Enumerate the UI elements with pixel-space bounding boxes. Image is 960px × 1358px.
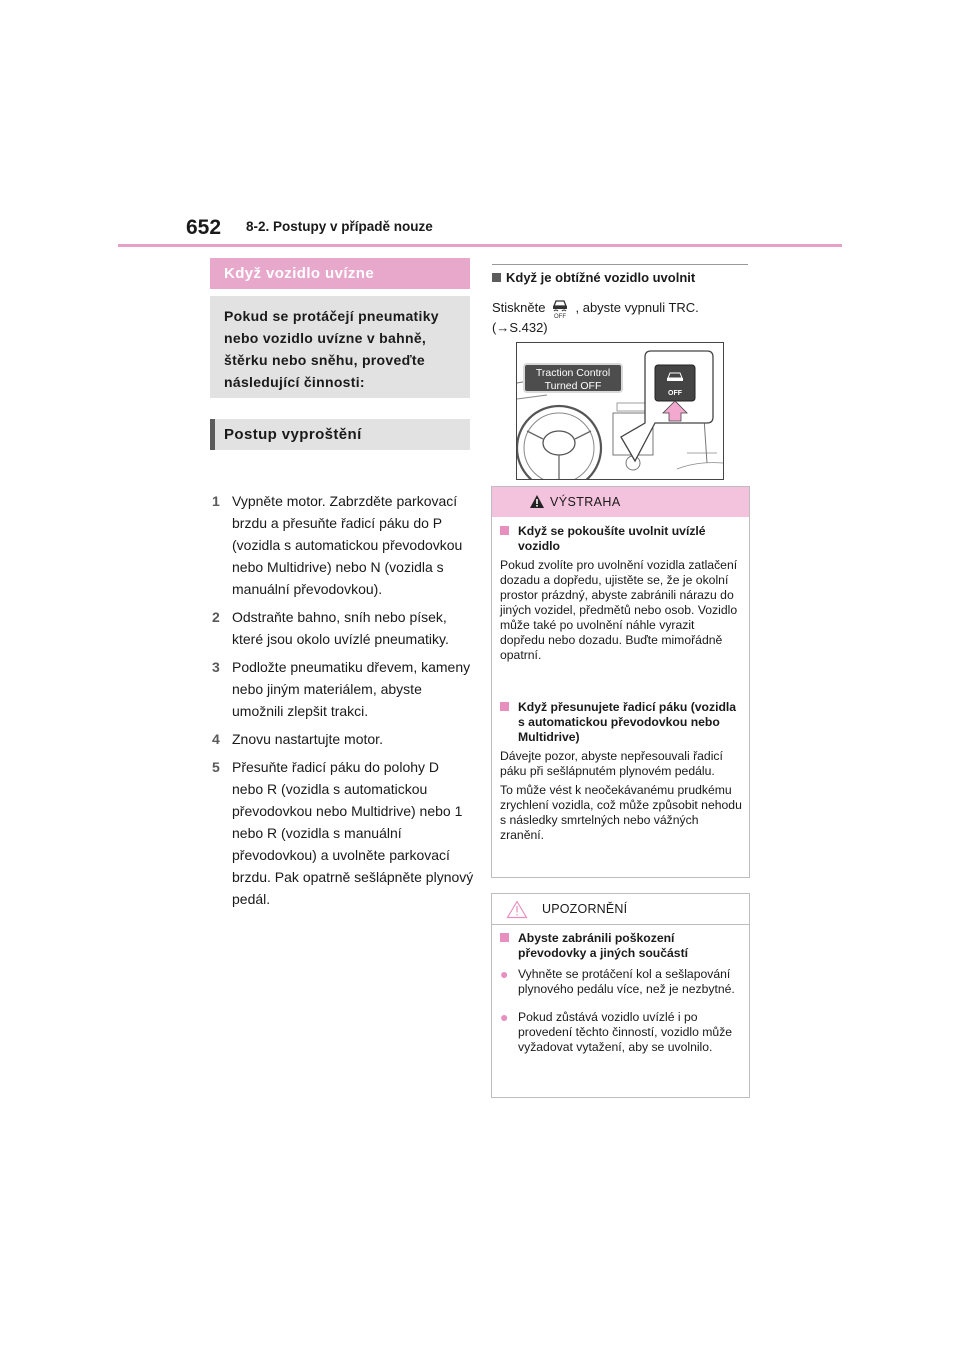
step-text: Vypněte motor. Zabrzděte parkovací brzdu a přesuňte řadicí páku do P (vozidla s automatickou převodovkou nebo Multidrive) nebo N (vozidla s manuální převodovkou).: [232, 493, 463, 597]
section-title: 8-2. Postupy v případě nouze: [246, 219, 433, 234]
step-text: Podložte pneumatiku dřevem, kameny nebo jiným materiálem, abyste umožnili zlepšit trakci.: [232, 659, 471, 719]
warning-item-title: Když se pokoušíte uvolnit uvízlé vozidlo: [500, 524, 742, 554]
warning-item: [500, 524, 742, 663]
steps-list: [212, 490, 474, 916]
notice-subtitle: Abyste zabránili poškození převodovky a jiných součástí: [500, 931, 742, 961]
trc-off-icon: [548, 297, 572, 319]
display-line-1: Traction Control: [535, 367, 611, 379]
dashboard-illustration: [516, 342, 724, 480]
main-heading: Když vozidlo uvízne: [210, 258, 470, 289]
display-line-2: Turned OFF: [544, 380, 602, 392]
instruction-text: [492, 297, 750, 336]
step-number: 4: [212, 731, 220, 747]
notice-content: [500, 931, 742, 1055]
subsection-rule: [492, 264, 748, 265]
warning-item: [500, 700, 742, 843]
notice-box: [491, 893, 750, 1098]
pink-square-bullet-icon: [500, 933, 509, 942]
instruction-ref: (→S.432): [492, 320, 548, 335]
step-text: Odstraňte bahno, sníh nebo písek, které jsou okolo uvízlé pneumatiky.: [232, 609, 449, 647]
subsection-heading-text: Když je obtížné vozidlo uvolnit: [506, 270, 696, 285]
warning-paragraph: Dávejte pozor, abyste nepřesouvali řadicí páku při sešlápnutém plynovém pedálu.: [500, 749, 723, 778]
pink-square-bullet-icon: [500, 702, 509, 711]
notice-title: UPOZORNĚNÍ: [542, 902, 628, 916]
pink-dot-bullet-icon: ●: [500, 1009, 509, 1025]
warning-header: [492, 487, 749, 517]
warning-title: VÝSTRAHA: [550, 495, 621, 509]
procedure-heading: Postup vyproštění: [210, 419, 470, 450]
step-number: 3: [212, 659, 220, 675]
step-item: [212, 606, 474, 650]
step-item: [212, 756, 474, 910]
step-item: [212, 728, 474, 750]
subsection-heading: [492, 270, 695, 285]
step-item: [212, 656, 474, 722]
notice-bullet: ● Pokud zůstává vozidlo uvízlé i po provedení těchto činností, vozidlo může vyžadovat vytažení, aby se uvolnilo.: [500, 1009, 733, 1054]
step-item: [212, 490, 474, 600]
page-number: 652: [186, 216, 222, 239]
warning-triangle-icon: [529, 494, 545, 509]
warning-box: [491, 486, 750, 878]
notice-bullet: ● Vyhněte se protáčení kol a sešlapování plynového pedálu více, než je nezbytné.: [500, 966, 735, 996]
step-number: 5: [212, 759, 220, 775]
off-button-text: OFF: [668, 390, 682, 397]
warning-paragraph: Pokud zvolíte pro uvolnění vozidla zatlačení dozadu a dopředu, ujistěte se, že je okolní prostor prázdný, abyste zabránili nárazu do jiných vozidel, předmětů nebo osob. Vozidlo může také po uvolnění náhle vyrazit dopředu nebo dozadu. Buďte mimořádně opatrní.: [500, 558, 738, 662]
header-rule: [118, 244, 842, 247]
warning-paragraph: To může vést k neočekávanému prudkému zrychlení vozidla, což může způsobit nehodu s následky smrtelných nebo vážných zranění.: [500, 783, 742, 842]
notice-header: [492, 894, 749, 925]
step-text: Přesuňte řadicí páku do polohy D nebo R (vozidla s automatickou převodovkou nebo Multidrive) nebo 1 nebo R (vozidla s manuální převodovkou) a uvolněte parkovací brzdu. Pak opatrně sešlápněte plynový pedál.: [232, 759, 474, 907]
instruction-before: Stiskněte: [492, 300, 546, 315]
traction-control-display: [523, 363, 623, 393]
step-number: 2: [212, 609, 220, 625]
step-text: Znovu nastartujte motor.: [232, 731, 383, 747]
intro-box: Pokud se protáčejí pneumatiky nebo vozidlo uvízne v bahně, štěrku nebo sněhu, proveďte následující činnosti:: [210, 296, 470, 398]
svg-text:OFF: OFF: [554, 314, 567, 319]
square-bullet-icon: [492, 273, 501, 282]
caution-triangle-icon: [506, 900, 528, 919]
step-number: 1: [212, 493, 220, 509]
warning-item-title: Když přesunujete řadicí páku (vozidla s automatickou převodovkou nebo Multidrive): [500, 700, 742, 745]
pink-square-bullet-icon: [500, 526, 509, 535]
pink-dot-bullet-icon: ●: [500, 966, 509, 982]
instruction-after: , abyste vypnuli TRC.: [575, 300, 699, 315]
